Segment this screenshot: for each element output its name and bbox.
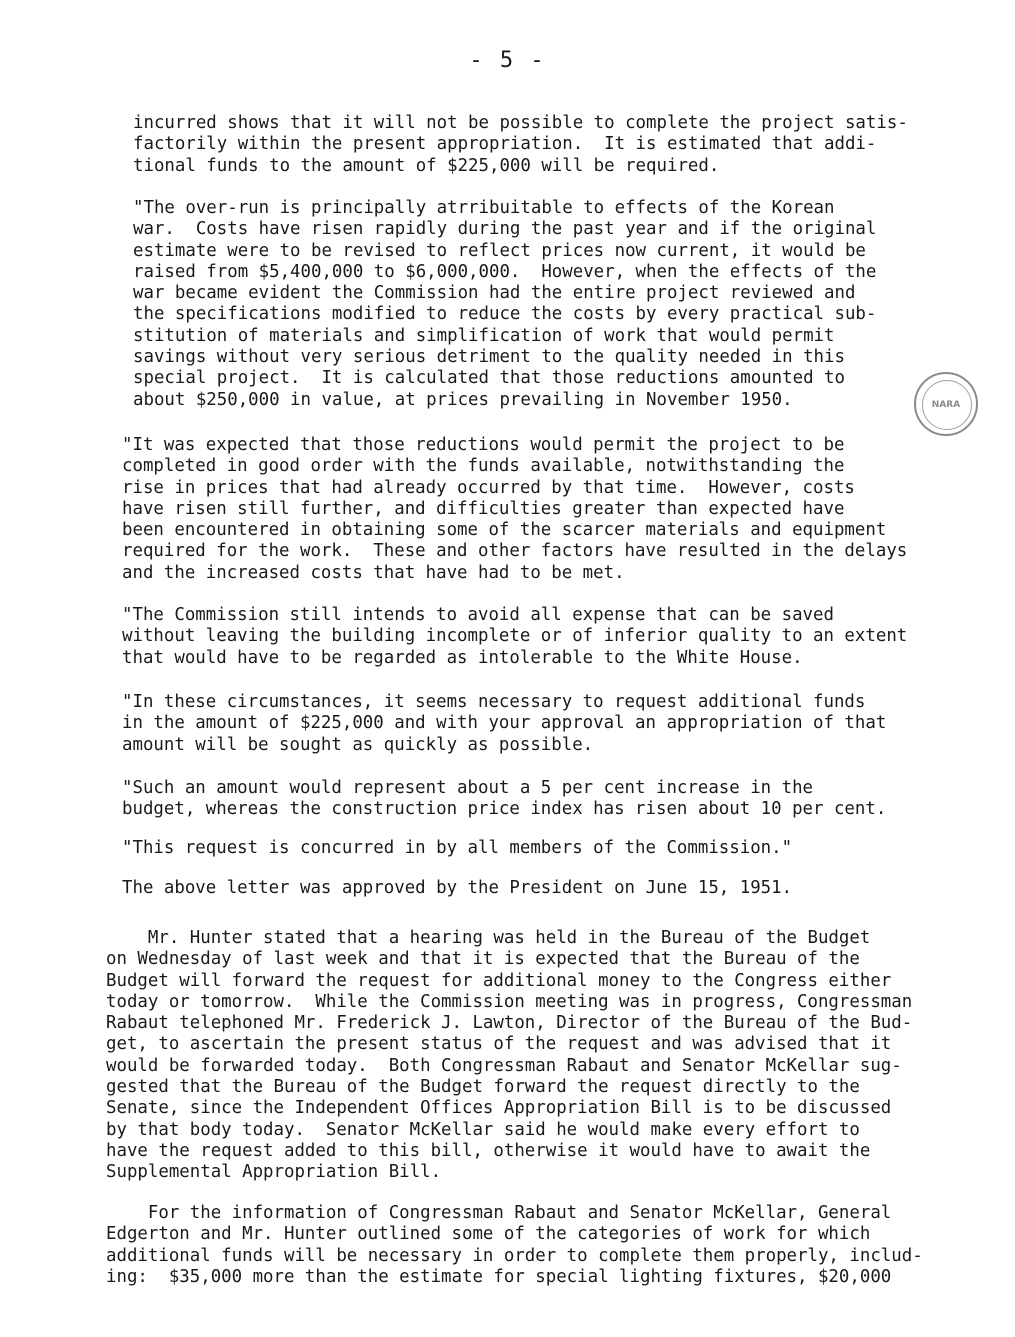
paragraph-hearing: Mr. Hunter stated that a hearing was held in the Bureau of the Budget on Wednesday of last week and that it is expected that the Bureau of the Budget will forward the request for additional money to the Congress either today or tomorrow. While the Commission meeting was in progress, Congressman Rabaut telephoned Mr. Frederick J. Lawton, Director of the Bureau of the Bud- get, to ascertain the present status of the request and was advised that it would be forwarded today. Both Congressman Rabaut and Senator McKellar sug- gested that the Bureau of the Budget forward the request directly to the Senate, since the Independent Offices Appropriation Bill is to be discussed by that body today. Senator McKellar said he would make every effort to have the request added to this bill, otherwise it would have to await the Supplemental Appropriation Bill. xyxy=(106,928,913,1183)
archive-stamp xyxy=(914,372,978,436)
page-number: - 5 - xyxy=(469,48,546,73)
paragraph-concurrence: "This request is concurred in by all members of the Commission." xyxy=(122,838,793,858)
paragraph-budget-increase: "Such an amount would represent about a 5 per cent increase in the budget, whereas the construction price index has risen about 10 per cent. xyxy=(122,778,887,820)
paragraph-expected-reductions: "It was expected that those reductions would permit the project to be completed in good order with the funds available, notwithstanding the rise in prices that had already occurred by that time. However, costs have risen still further, and difficulties greater than expected have been encountered in obtaining some of the scarcer materials and equipment required for the work. These and other factors have resulted in the delays and the increased costs that have had to be met. xyxy=(122,435,908,583)
paragraph-request-funds: "In these circumstances, it seems necessary to request additional funds in the amount of $225,000 and with your approval an appropriation of that amount will be sought as quickly as possible. xyxy=(122,692,887,755)
paragraph-avoid-expense: "The Commission still intends to avoid all expense that can be saved without leaving the building incomplete or of inferior quality to an extent that would have to be regarded as intolerable to the White House. xyxy=(122,605,908,668)
stamp-label: NARA xyxy=(931,400,961,410)
paragraph-continuation: incurred shows that it will not be possible to complete the project satis- factorily within the present appropriation. It is estimated that addi- tional funds to the amount of $225,000 will be required. xyxy=(133,113,908,176)
paragraph-information: For the information of Congressman Rabaut and Senator McKellar, General Edgerton and Mr. Hunter outlined some of the categories of work for which additional funds will be necessary in order to complete them properly, includ- ing: $35,000 more than the estimate for special lighting fixtures, $20,000 xyxy=(106,1203,923,1287)
paragraph-over-run: "The over-run is principally atrribuitable to effects of the Korean war. Costs have risen rapidly during the past year and if the original estimate were to be revised to reflect prices now current, it would be raised from $5,400,000 to $6,000,000. However, when the effects of the war became evident the Commission had the entire project reviewed and the specifications modified to reduce the costs by every practical sub- stitution of materials and simplification of work that would permit savings without very serious detriment to the quality needed in this special project. It is calculated that those reductions amounted to about $250,000 in value, at prices prevailing in November 1950. xyxy=(133,198,877,410)
paragraph-approval: The above letter was approved by the President on June 15, 1951. xyxy=(122,878,793,898)
